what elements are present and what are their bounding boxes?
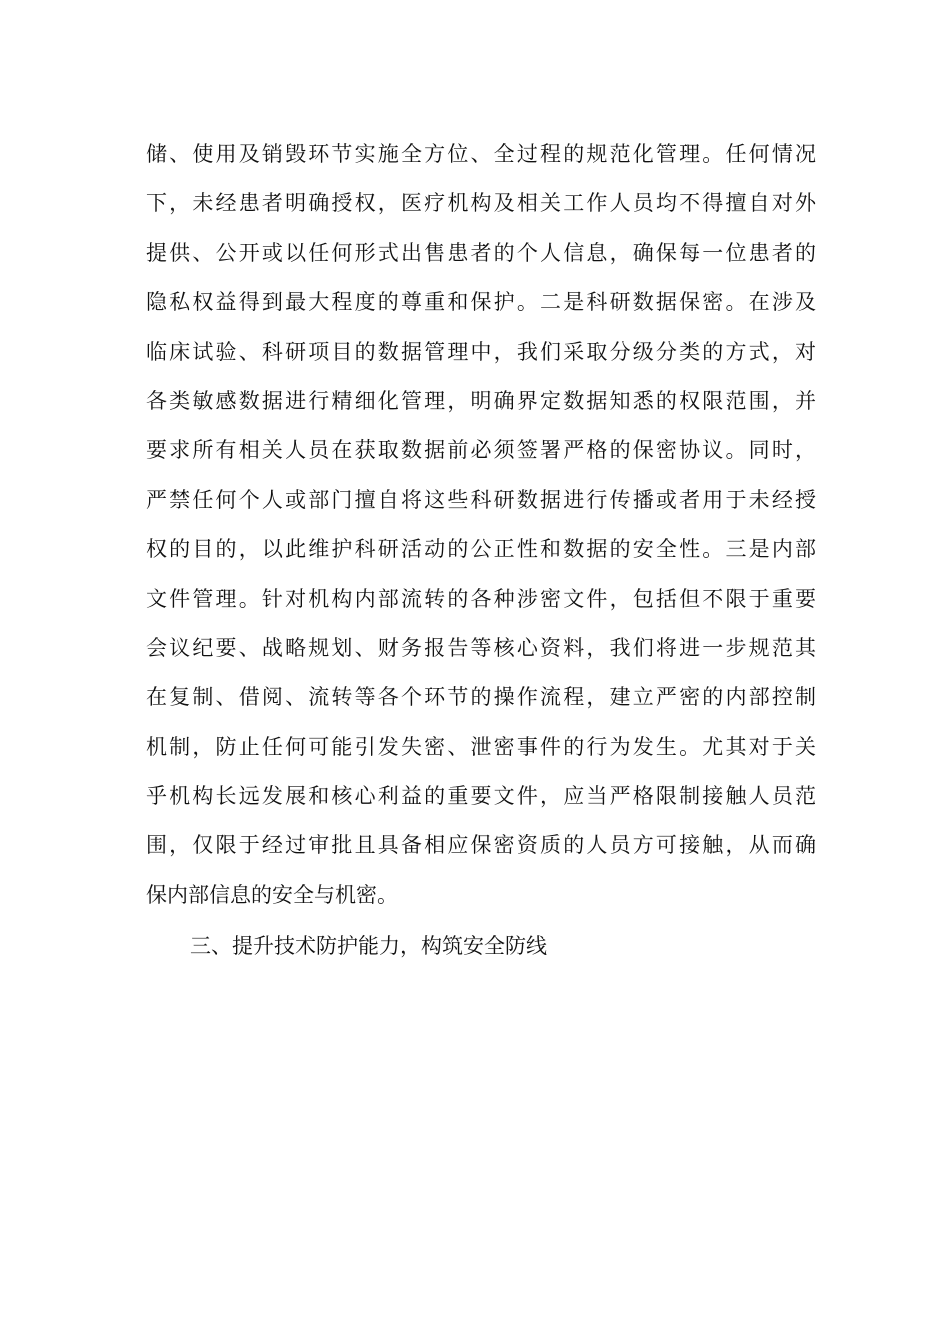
paragraph-line: 机制，防止任何可能引发失密、泄密事件的行为发生。尤其对于关 — [146, 734, 816, 759]
paragraph-line: 乎机构长远发展和核心利益的重要文件，应当严格限制接触人员范 — [146, 784, 816, 809]
paragraph-line: 提供、公开或以任何形式出售患者的个人信息，确保每一位患者的 — [146, 240, 816, 265]
body-paragraph — [146, 130, 816, 920]
paragraph-line: 储、使用及销毁环节实施全方位、全过程的规范化管理。任何情况 — [146, 142, 816, 166]
paragraph-line: 保内部信息的安全与机密。 — [146, 882, 398, 907]
paragraph-line: 权的目的，以此维护科研活动的公正性和数据的安全性。三是内部 — [146, 537, 816, 562]
paragraph-line: 在复制、借阅、流转等各个环节的操作流程，建立严密的内部控制 — [146, 685, 816, 710]
paragraph-line: 严禁任何个人或部门擅自将这些科研数据进行传播或者用于未经授 — [146, 487, 816, 512]
paragraph-line: 下，未经患者明确授权，医疗机构及相关工作人员均不得擅自对外 — [146, 191, 816, 216]
section-heading: 三、提升技术防护能力，构筑安全防线 — [190, 934, 547, 958]
paragraph-line: 围，仅限于经过审批且具备相应保密资质的人员方可接触，从而确 — [146, 833, 816, 858]
paragraph-line: 临床试验、科研项目的数据管理中，我们采取分级分类的方式，对 — [146, 339, 816, 364]
paragraph-line: 隐私权益得到最大程度的尊重和保护。二是科研数据保密。在涉及 — [146, 290, 816, 315]
paragraph-line: 要求所有相关人员在获取数据前必须签署严格的保密协议。同时， — [146, 438, 816, 463]
paragraph-line: 会议纪要、战略规划、财务报告等核心资料，我们将进一步规范其 — [146, 635, 816, 660]
paragraph-line: 文件管理。针对机构内部流转的各种涉密文件，包括但不限于重要 — [146, 586, 816, 611]
paragraph-line: 各类敏感数据进行精细化管理，明确界定数据知悉的权限范围，并 — [146, 388, 816, 413]
